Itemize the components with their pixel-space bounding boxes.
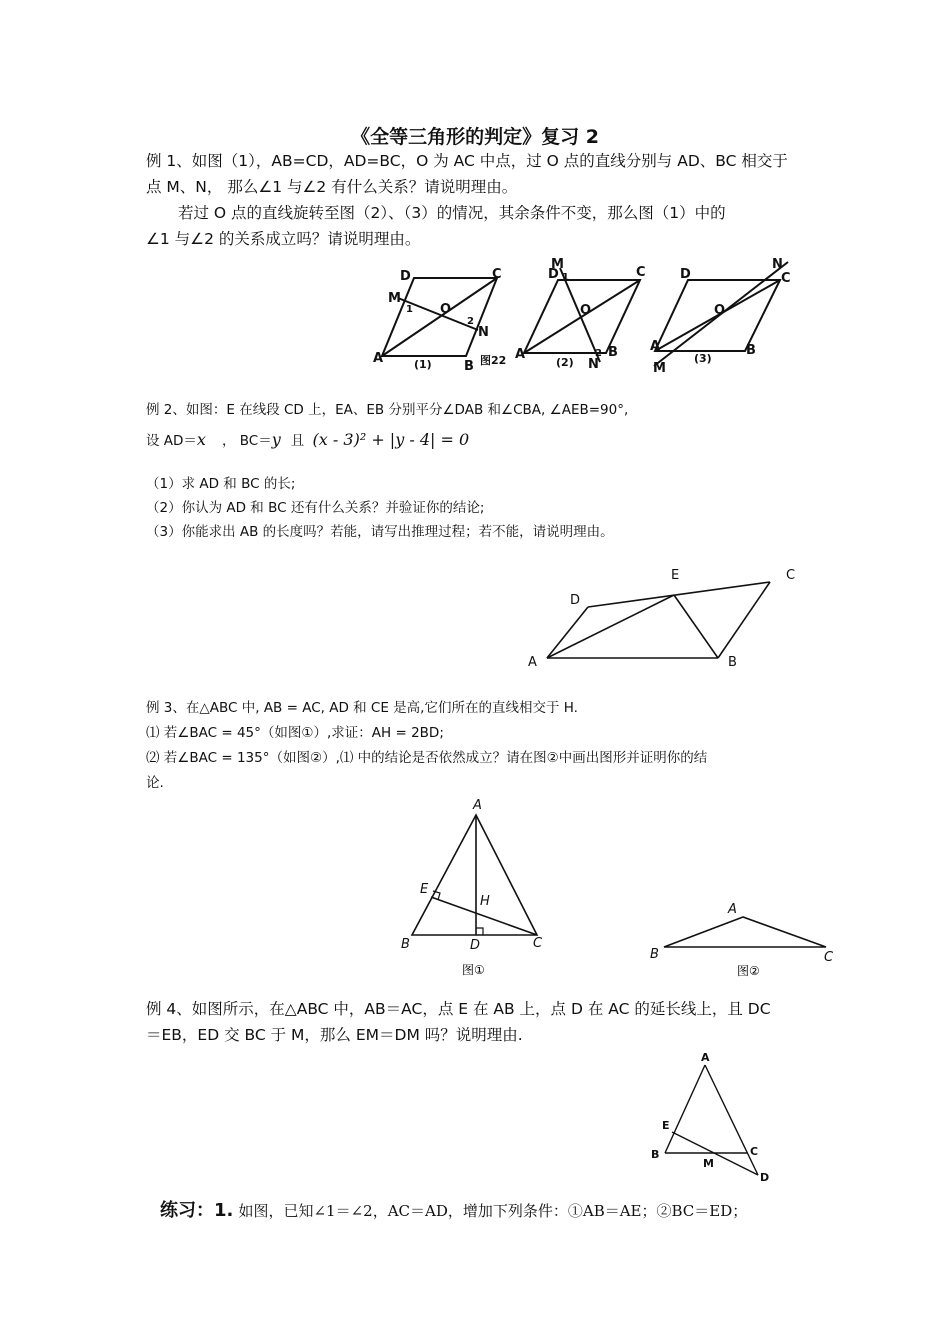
practice-label: 练习：1. (160, 1200, 234, 1221)
ex2-q3: （3）你能求出 AB 的长度吗？若能，请写出推理过程；若不能，请说明理由。 (146, 524, 614, 540)
ex2-label-d: D (570, 593, 581, 608)
fig1-label-c: C (492, 267, 502, 282)
ex2-figure (520, 562, 810, 674)
ex3-figure-1 (395, 795, 555, 985)
fig1-label-a: A (473, 798, 482, 813)
fig3-caption: (3) (694, 352, 712, 365)
practice-text: 如图，已知∠1＝∠2，AC＝AD，增加下列条件：①AB＝AE；②BC＝ED； (238, 1202, 748, 1220)
fig1-label-m: M (388, 291, 401, 306)
ex2-label-a: A (528, 655, 537, 670)
ex2-q1: （1）求 AD 和 BC 的长; (146, 476, 296, 492)
fig3-label-n: N (772, 258, 783, 272)
fig1-label-e: E (420, 882, 429, 897)
ex1-figures (370, 258, 810, 378)
ex1-line3: 若过 O 点的直线旋转至图（2）、（3）的情况，其余条件不变，那么图（1）中的 (178, 204, 726, 222)
ex2-var-x: x (196, 430, 206, 449)
fig1-label-o: O (440, 302, 452, 317)
fig3-label-o: O (714, 303, 726, 318)
ex3-line3: ⑵ 若∠BAC = 135°（如图②）,⑴ 中的结论是否依然成立？请在图②中画出图形并证明你的结 (146, 750, 708, 766)
fig2-label-m: M (551, 258, 564, 272)
fig2-label-b: B (650, 947, 659, 962)
fig3-label-b: B (746, 343, 756, 358)
ex2-set-ad: 设 AD＝ (146, 433, 197, 449)
ex4-figure (640, 1045, 780, 1187)
ex2-formula: (x - 3)² + |y - 4| = 0 (312, 430, 470, 449)
fig2-label-o: O (580, 303, 592, 318)
practice-line (160, 1196, 747, 1222)
fig1-label-c: C (533, 936, 543, 951)
ex1-line4: ∠1 与∠2 的关系成立吗？请说明理由。 (146, 230, 421, 248)
fig2-label-b: B (608, 345, 618, 360)
ex3-line2: ⑴ 若∠BAC = 45°（如图①）,求证：AH = 2BD; (146, 725, 444, 741)
fig2-label-n: N (588, 357, 599, 372)
ex2-set-bc: ， BC＝ (221, 433, 272, 449)
fig2-label-a: A (728, 902, 737, 917)
fig1-label-n: N (478, 325, 489, 340)
fig3-label-d: D (680, 267, 691, 282)
ex4-label-b: B (651, 1148, 660, 1161)
ex1-line2: 点 M、N， 那么∠1 与∠2 有什么关系？请说明理由。 (146, 178, 518, 196)
fig3-label-m: M (653, 361, 666, 376)
document-title: 《全等三角形的判定》复习 2 (351, 126, 599, 148)
fig2-angle-2: 2 (595, 348, 602, 359)
fig1-label-d: D (470, 938, 481, 953)
fig2-label-c: C (824, 950, 834, 965)
fig1-label-b: B (464, 359, 474, 374)
fig1-caption: (1) (414, 358, 432, 371)
ex3-line4: 论. (146, 775, 164, 791)
ex2-var-y: y (271, 430, 281, 449)
ex3-line1: 例 3、在△ABC 中, AB = AC, AD 和 CE 是高,它们所在的直线相交于 H. (146, 700, 578, 716)
fig2-label-a: A (515, 347, 526, 362)
fig2-caption: (2) (556, 356, 574, 369)
fig1-angle-2: 2 (467, 316, 474, 327)
ex4-label-d: D (760, 1171, 770, 1184)
ex3-figure-2 (640, 895, 840, 985)
ex2-q2: （2）你认为 AD 和 BC 还有什么关系？并验证你的结论; (146, 500, 485, 516)
ex2-label-b: B (728, 655, 737, 670)
ex2-line1: 例 2、如图：E 在线段 CD 上，EA、EB 分别平分∠DAB 和∠CBA, ∠AEB=90°, (146, 402, 629, 418)
fig2-label-c: C (636, 265, 646, 280)
fig1-label-h: H (480, 894, 490, 909)
fig1-caption: 图① (462, 963, 485, 977)
ex4-label-e: E (662, 1119, 670, 1132)
ex2-and: 且 (290, 433, 305, 449)
ex1-line1: 例 1、如图（1），AB=CD，AD=BC，O 为 AC 中点，过 O 点的直线分别与 AD、BC 相交于 (146, 152, 788, 170)
ex4-line2: ＝EB，ED 交 BC 于 M，那么 EM＝DM 吗？说明理由. (146, 1026, 523, 1044)
fig2-caption: 图② (737, 964, 760, 978)
fig1-angle-1: 1 (406, 304, 413, 315)
fig1-label-a: A (373, 351, 384, 366)
ex2-given (146, 428, 469, 453)
fig1-label-d: D (400, 269, 411, 284)
ex4-label-c: C (750, 1145, 759, 1158)
fig-name: 图22 (480, 354, 507, 367)
fig2-angle-1: 1 (562, 272, 569, 283)
fig3-label-a: A (650, 339, 661, 354)
ex4-label-m: M (703, 1157, 714, 1170)
fig2-label-d: D (548, 267, 559, 282)
ex4-label-a: A (701, 1051, 710, 1064)
fig1-label-b: B (401, 937, 410, 952)
ex4-line1: 例 4、如图所示，在△ABC 中，AB＝AC，点 E 在 AB 上，点 D 在 AC 的延长线上，且 DC (146, 1000, 771, 1018)
ex2-label-c: C (786, 568, 796, 583)
ex2-label-e: E (671, 568, 680, 583)
fig3-label-c: C (781, 271, 791, 286)
